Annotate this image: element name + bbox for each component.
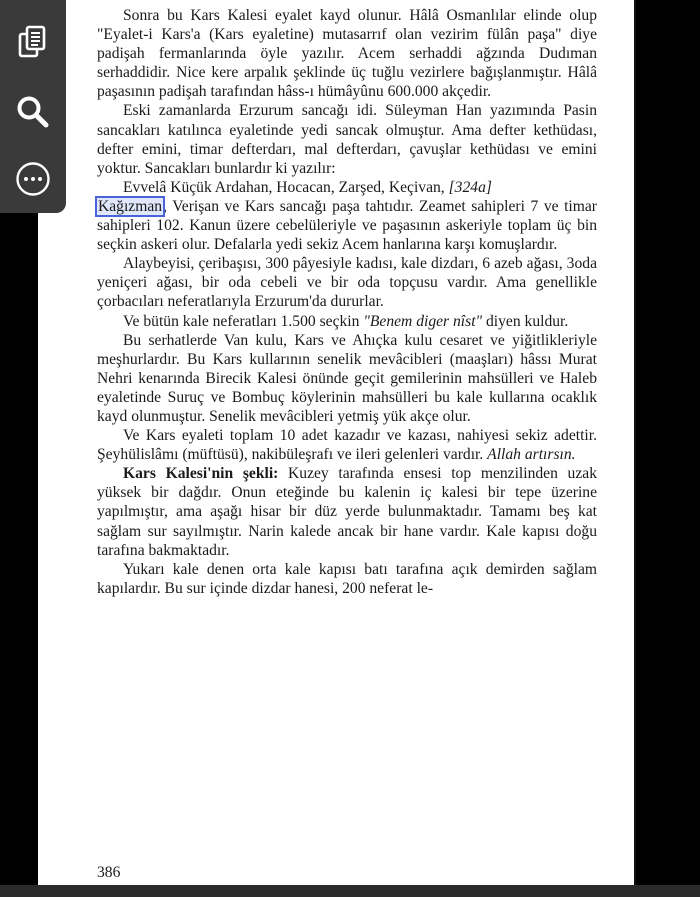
paragraph-1: Sonra bu Kars Kalesi eyalet kayd olunur. Hâlâ Osmanlılar elinde olup "Eyalet-i Kars'a (Kars eyaletine) mutasarrıf olan vezirim fülân paşa" diye padişah fermanlarında öyle yazılır. Acem serhaddi ağzında Dudıman serhaddidir. Nice kere arpalık şeklinde üç tuğlu vezirlere bağışlanmıştır. Hâlâ paşasının padişah tarafından hâss-ı hümâyûnu 600.000 akçedir. [97, 7, 597, 101]
paragraph-6: Bu serhatlerde Van kulu, Kars ve Ahıçka kulu cesaret ve yiğitlikleriyle meşhurlardır. Bu Kars kullarının senelik mevâcibleri (maaşları) hâssı Murat Nehri kenarında Birecik Kalesi önünde geçit gemilerinin mahsülleri ve Haleb eyaletinde Suruç ve Bombuç köylerinin mahsülleri bu kale kullarına ocaklık kayd olunmuştur. Senelik mevâcibleri yetmiş yük akçe olur. [97, 331, 597, 425]
paragraph-9: Yukarı kale denen orta kale kapısı batı tarafına açık demirden sağlam kapılardır. Bu sur içinde dizdar hanesi, 200 neferat le- [97, 560, 597, 597]
paragraph-3 [97, 178, 597, 254]
paragraph-7 [97, 426, 597, 464]
copy-pages-button[interactable] [8, 17, 58, 67]
paragraph-8 [97, 464, 597, 559]
more-options-icon [15, 161, 51, 197]
folio-reference: [324a] [448, 178, 492, 196]
paragraph-8-body: Kuzey tarafında ensesi top menzilinden uzak yüksek bir dağdır. Onun eteğinde bu kalenin iç kalesi bir tepe üzerine yapılmıştır, ama aşağı hisar bir düz yerde bulunmaktadır. Tamamı beş kat sağlam sur sayılmıştır. Narin kalede ancak bir hane vardır. Kale kapısı doğu tarafına bakmaktadır. [97, 465, 597, 559]
more-options-button[interactable] [8, 154, 58, 204]
search-icon [16, 95, 50, 129]
bottom-bar [0, 885, 700, 897]
page-text [97, 6, 597, 598]
copy-pages-icon [18, 25, 48, 59]
section-heading: Kars Kalesi'nin şekli: [123, 465, 279, 483]
paragraph-4: Alaybeyisi, çeribaşısı, 300 pâyesiyle kadısı, kale dizdarı, 6 azeb ağası, 3oda yeniçeri ağası, bir oda cebeli ve bir oda topçusu vardır. Ama genellikle çorbacıları neferatlarıyla Erzurum'da dururlar. [97, 255, 597, 311]
paragraph-3-start: Evvelâ Küçük Ardahan, Hocacan, Zarşed, Keçivan, [123, 178, 449, 196]
paragraph-5-start: Ve bütün kale neferatları 1.500 seçkin [123, 312, 364, 330]
paragraph-5-end: diyen kuldur. [482, 312, 569, 330]
side-toolbar [0, 0, 66, 213]
paragraph-7-start: Ve Kars eyaleti toplam 10 adet kazadır ve kazası, nahiyesi sekiz adettir. Şeyhülislâmı (müftüsü), nakibüleşrafı ve ileri gelenleri vardır. [97, 427, 597, 464]
page-edge-divider [634, 0, 636, 885]
search-highlight[interactable]: Kağızman [98, 197, 163, 215]
page-number: 386 [97, 864, 121, 881]
persian-quote: "Benem diger nîst" [363, 312, 483, 330]
paragraph-3-rest: , Verişan ve Kars sancağı paşa tahtıdır. Zeamet sahipleri 7 ve timar sahipleri 102. Kanun üzere cebelüleriyle ve paşasının askeriyle toplam üç bin seçkin askeri olur. Defalarla yedi sekiz Acem hanlarına karşı komuşlardır. [97, 197, 597, 254]
paragraph-5 [97, 312, 597, 331]
paragraph-2: Eski zamanlarda Erzurum sancağı idi. Süleyman Han yazımında Pasin sancakları katılınca eyaletinde yedi sancak olmuştur. Ama defter kethüdası, defter emini, timar defterdarı, mal defterdarı, çavuşlar kethüdası ve emini yoktur. Sancakları bunlardır ki yazılır: [97, 102, 597, 177]
blessing-phrase: Allah artırsın. [487, 446, 576, 464]
search-button[interactable] [8, 87, 58, 137]
